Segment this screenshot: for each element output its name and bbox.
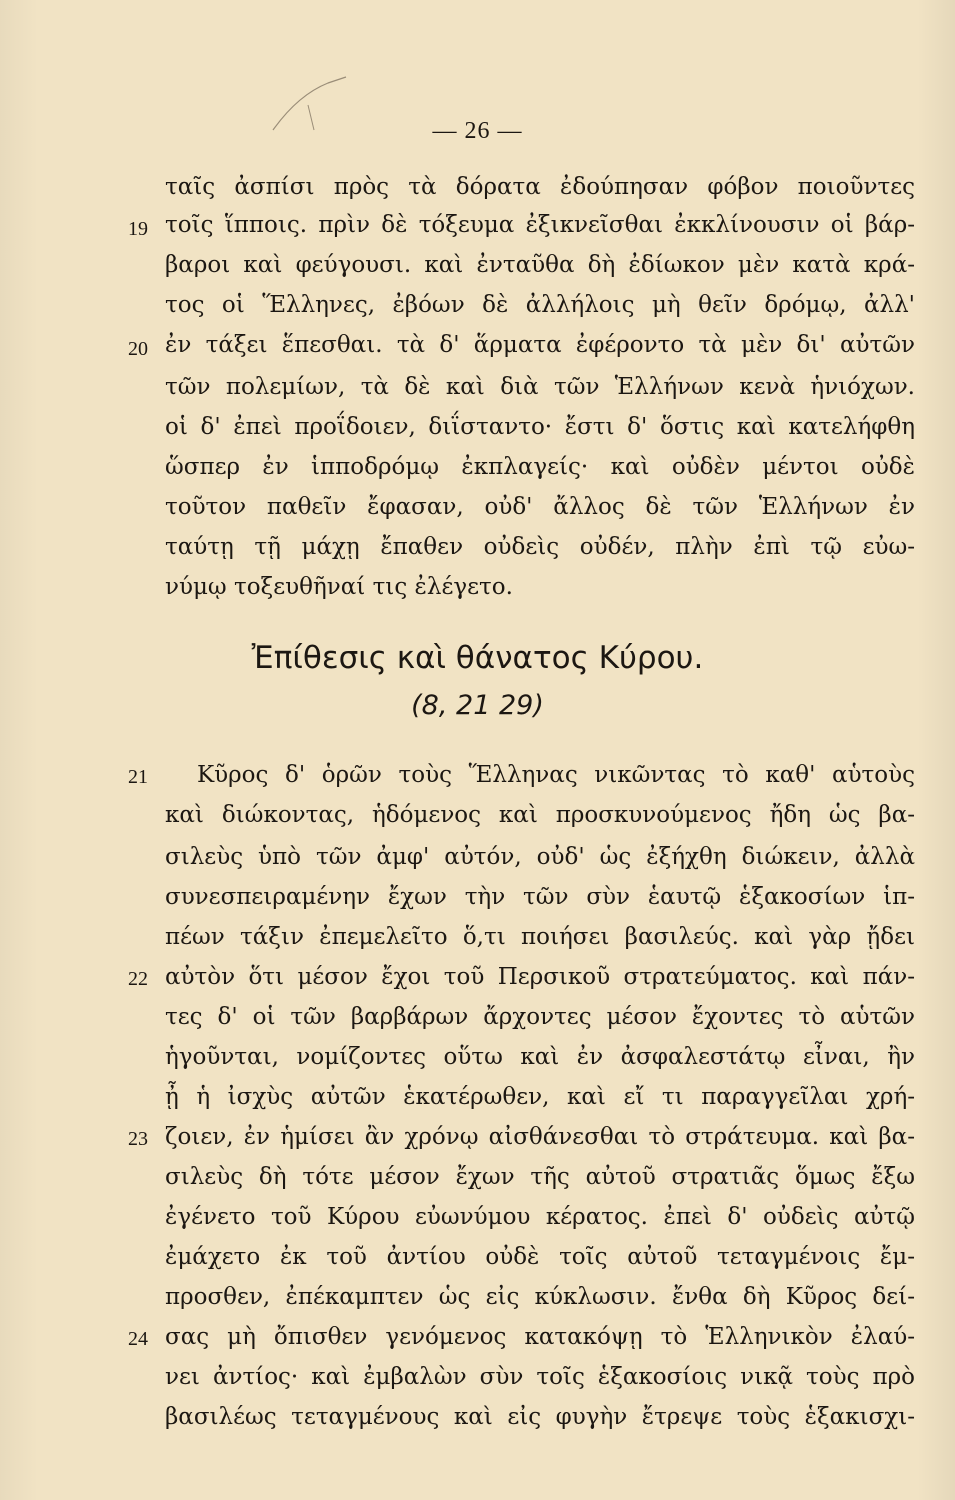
- text-line: προσθεν, ἐπέκαμπτεν ὡς εἰς κύκλωσιν. ἔνθα δὴ Κῦρος δεί-: [165, 1284, 915, 1310]
- text-line: ἐν τάξει ἕπεσθαι. τὰ δ' ἅρματα ἐφέροντο τὰ μὲν δι' αὐτῶν: [165, 332, 915, 358]
- line-number: 22: [128, 968, 148, 990]
- text-line: τοῖς ἵπποις. πρὶν δὲ τόξευμα ἐξικνεῖσθαι ἐκκλίνουσιν οἱ βάρ-: [165, 212, 915, 238]
- text-line: τος οἱ Ἕλληνες, ἐβόων δὲ ἀλλήλοις μὴ θεῖν δρόμῳ, ἀλλ': [165, 292, 915, 318]
- text-line: ζοιεν, ἐν ἡμίσει ἂν χρόνῳ αἰσθάνεσθαι τὸ στράτευμα. καὶ βα-: [165, 1124, 915, 1150]
- text-line: ἐμάχετο ἐκ τοῦ ἀντίου οὐδὲ τοῖς αὐτοῦ τεταγμένοις ἔμ-: [165, 1244, 915, 1270]
- text-line: καὶ διώκοντας, ἡδόμενος καὶ προσκυνούμενος ἤδη ὡς βα-: [165, 802, 915, 828]
- text-line: σας μὴ ὄπισθεν γενόμενος κατακόψῃ τὸ Ἑλληνικὸν ἐλαύ-: [165, 1324, 915, 1350]
- text-line: αὐτὸν ὅτι μέσον ἔχοι τοῦ Περσικοῦ στρατεύματος. καὶ πάν-: [165, 964, 915, 990]
- line-number: 21: [128, 766, 148, 788]
- text-line: ἐγένετο τοῦ Κύρου εὐωνύμου κέρατος. ἐπεὶ δ' οὐδεὶς αὐτῷ: [165, 1204, 915, 1230]
- text-line: ταύτῃ τῇ μάχῃ ἔπαθεν οὐδεὶς οὐδέν, πλὴν ἐπὶ τῷ εὐω-: [165, 534, 915, 560]
- page-number: — 26 —: [432, 118, 523, 144]
- text-line: νύμῳ τοξευθῆναί τις ἐλέγετο.: [165, 574, 513, 600]
- text-line: τῶν πολεμίων, τὰ δὲ καὶ διὰ τῶν Ἑλλήνων κενὰ ἡνιόχων.: [165, 374, 915, 400]
- text-line: τες δ' οἱ τῶν βαρβάρων ἄρχοντες μέσον ἔχοντες τὸ αὑτῶν: [165, 1004, 915, 1030]
- text-line: βαροι καὶ φεύγουσι. καὶ ἐνταῦθα δὴ ἐδίωκον μὲν κατὰ κρά-: [165, 252, 915, 278]
- text-line: ὥσπερ ἐν ἱπποδρόμῳ ἐκπλαγείς· καὶ οὐδὲν μέντοι οὐδὲ: [165, 454, 915, 480]
- text-line: βασιλέως τεταγμένους καὶ εἰς φυγὴν ἔτρεψε τοὺς ἑξακισχι-: [165, 1404, 915, 1430]
- line-number: 24: [128, 1328, 148, 1350]
- section-title: Ἐπίθεσις καὶ θάνατος Κύρου.: [251, 640, 704, 676]
- line-number: 19: [128, 218, 148, 240]
- text-line: οἱ δ' ἐπεὶ προΐδοιεν, διΐσταντο· ἔστι δ' ὅστις καὶ κατελήφθη: [165, 414, 915, 440]
- text-line: Κῦρος δ' ὁρῶν τοὺς Ἕλληνας νικῶντας τὸ καθ' αὑτοὺς: [197, 762, 915, 788]
- text-line: σιλεὺς δὴ τότε μέσον ἔχων τῆς αὐτοῦ στρατιᾶς ὅμως ἔξω: [165, 1164, 915, 1190]
- text-line: τοῦτον παθεῖν ἔφασαν, οὐδ' ἄλλος δὲ τῶν Ἑλλήνων ἐν: [165, 494, 915, 520]
- text-line: πέων τάξιν ἐπεμελεῖτο ὅ,τι ποιήσει βασιλεύς. καὶ γὰρ ᾔδει: [165, 924, 915, 950]
- text-line: ᾖ ἡ ἰσχὺς αὐτῶν ἑκατέρωθεν, καὶ εἴ τι παραγγεῖλαι χρή-: [165, 1084, 915, 1110]
- text-line: νει ἀντίος· καὶ ἐμβαλὼν σὺν τοῖς ἑξακοσίοις νικᾷ τοὺς πρὸ: [165, 1364, 915, 1390]
- text-line: συνεσπειραμένην ἔχων τὴν τῶν σὺν ἑαυτῷ ἑξακοσίων ἱπ-: [165, 884, 915, 910]
- line-number: 23: [128, 1128, 148, 1150]
- text-line: ταῖς ἀσπίσι πρὸς τὰ δόρατα ἐδούπησαν φόβον ποιοῦντες: [165, 174, 915, 200]
- text-line: ἡγοῦνται, νομίζοντες οὕτω καὶ ἐν ἀσφαλεστάτῳ εἶναι, ἢν: [165, 1044, 915, 1070]
- line-number: 20: [128, 338, 148, 360]
- section-reference: (8, 21 29): [411, 690, 544, 721]
- text-line: σιλεὺς ὑπὸ τῶν ἀμφ' αὐτόν, οὐδ' ὡς ἐξήχθη διώκειν, ἀλλὰ: [165, 844, 915, 870]
